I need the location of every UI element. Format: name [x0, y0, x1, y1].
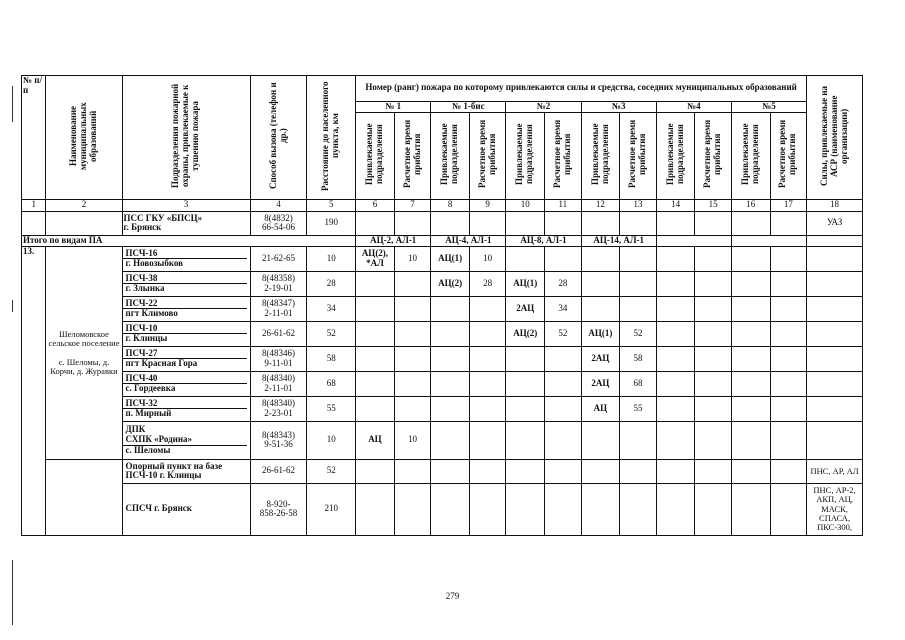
- empty-cell: [770, 459, 807, 483]
- header-rank-5: №5: [731, 101, 806, 112]
- arrival-time-cell: [545, 421, 582, 459]
- arrival-time-cell: [469, 421, 506, 459]
- empty-cell: [731, 346, 770, 371]
- header-sub-units: Привлекаемые подразделения: [581, 112, 620, 199]
- unit-name: ДПК СХПК «Родина»: [125, 424, 193, 444]
- header-no: № п/п: [22, 76, 46, 200]
- call-cell: 26-61-62: [250, 459, 307, 483]
- forces-cell: [807, 396, 863, 421]
- header-sub-time: Расчетное время прибытия: [770, 112, 807, 199]
- assigned-units-cell: 2АЦ: [581, 346, 620, 371]
- forces-cell: [807, 246, 863, 271]
- header-municipality: Наименование муниципальных образований: [46, 76, 122, 200]
- empty-cell: [356, 211, 395, 235]
- empty-cell: [731, 371, 770, 396]
- table-row: [22, 246, 863, 271]
- assigned-units-cell: [581, 296, 620, 321]
- empty-cell: [770, 346, 807, 371]
- call-cell: 8(48340) 2-23-01: [250, 396, 307, 421]
- distance-cell: 58: [307, 346, 356, 371]
- empty-cell: [46, 459, 122, 535]
- assigned-units-cell: АЦ(1): [581, 321, 620, 346]
- arrival-time-cell: [620, 459, 657, 483]
- assigned-units-cell: [356, 371, 395, 396]
- assigned-units-cell: [506, 421, 545, 459]
- empty-cell: [656, 459, 695, 483]
- unit-place: г. Новозыбков: [123, 258, 247, 269]
- empty-cell: [695, 321, 732, 346]
- col-number: 15: [695, 199, 732, 211]
- unit-name: ПСЧ-38: [125, 272, 158, 283]
- call-cell: 8(48346) 9-11-01: [250, 346, 307, 371]
- empty-cell: [22, 211, 46, 235]
- empty-cell: [506, 211, 545, 235]
- empty-cell: [620, 211, 657, 235]
- forces-cell: [807, 421, 863, 459]
- call-cell: 8(48358) 2-19-01: [250, 271, 307, 296]
- col-number: 12: [581, 199, 620, 211]
- header-sub-time: Расчетное время прибытия: [545, 112, 582, 199]
- empty-cell: [770, 271, 807, 296]
- arrival-time-cell: [394, 296, 431, 321]
- assigned-units-cell: [431, 321, 470, 346]
- col-number: 13: [620, 199, 657, 211]
- col-number: 10: [506, 199, 545, 211]
- header-rank-2: №2: [506, 101, 581, 112]
- fire-forces-table: [21, 75, 863, 536]
- empty-cell: [770, 396, 807, 421]
- assigned-units-cell: [356, 321, 395, 346]
- assigned-units-cell: АЦ: [356, 421, 395, 459]
- empty-cell: [695, 421, 732, 459]
- col-number: 16: [731, 199, 770, 211]
- arrival-time-cell: 28: [545, 271, 582, 296]
- empty-cell: [431, 211, 470, 235]
- unit-name: ПСЧ-32: [125, 397, 158, 408]
- empty-cell: [656, 421, 695, 459]
- call-cell: 8-920- 858-26-58: [250, 483, 307, 535]
- assigned-units-cell: [581, 246, 620, 271]
- distance-cell: 52: [307, 321, 356, 346]
- assigned-units-cell: [431, 421, 470, 459]
- empty-cell: [731, 421, 770, 459]
- header-sub-time: Расчетное время прибытия: [620, 112, 657, 199]
- assigned-units-cell: [506, 396, 545, 421]
- assigned-units-cell: [506, 246, 545, 271]
- arrival-time-cell: [545, 246, 582, 271]
- unit-cell: [122, 321, 250, 346]
- column-numbers-row: [22, 199, 863, 211]
- unit-place: г. Клинцы: [123, 333, 247, 344]
- unit-cell: [122, 421, 250, 459]
- arrival-time-cell: 52: [545, 321, 582, 346]
- empty-cell: [656, 296, 695, 321]
- col-number: 18: [807, 199, 863, 211]
- arrival-time-cell: [545, 483, 582, 535]
- table-row: [22, 459, 863, 483]
- call-cell: 26-61-62: [250, 321, 307, 346]
- arrival-time-cell: [620, 271, 657, 296]
- assigned-units-cell: [431, 396, 470, 421]
- table-row: [22, 421, 863, 459]
- unit-name: ПСЧ-16: [125, 247, 158, 258]
- empty-cell: [770, 296, 807, 321]
- unit-cell: [122, 371, 250, 396]
- arrival-time-cell: [394, 371, 431, 396]
- empty-cell: [770, 211, 807, 235]
- unit-place: г. Злынка: [123, 283, 247, 294]
- assigned-units-cell: [506, 483, 545, 535]
- empty-cell: [695, 346, 732, 371]
- call-cell: 8(48343) 9-51-36: [250, 421, 307, 459]
- distance-cell: 190: [307, 211, 356, 235]
- unit-name: СПСЧ г. Брянск: [125, 503, 192, 514]
- col-number: 11: [545, 199, 582, 211]
- empty-cell: [656, 483, 695, 535]
- header-rank-1: № 1: [356, 101, 431, 112]
- col-number: 6: [356, 199, 395, 211]
- arrival-time-cell: [469, 321, 506, 346]
- empty-cell: [731, 459, 770, 483]
- header-forces: Силы, привлекаемые на АСР (наименование организации): [807, 76, 863, 200]
- unit-name: ПСЧ-40: [125, 372, 158, 383]
- municipality-cell: Шеломовское сельское поселение с. Шеломы, д. Корчи, д. Журавки: [46, 246, 122, 459]
- assigned-units-cell: [431, 459, 470, 483]
- unit-cell: [122, 246, 250, 271]
- arrival-time-cell: [545, 396, 582, 421]
- empty-cell: [770, 421, 807, 459]
- header-unit: Подразделения пожарной охраны, привлекаемые к тушению пожара: [122, 76, 250, 200]
- arrival-time-cell: [545, 459, 582, 483]
- empty-cell: [770, 371, 807, 396]
- header-call: Способ вызова (телефон и др.): [250, 76, 307, 200]
- assigned-units-cell: [581, 421, 620, 459]
- distance-cell: 10: [307, 421, 356, 459]
- empty-cell: [656, 246, 695, 271]
- unit-cell: [122, 483, 250, 535]
- empty-cell: [807, 235, 863, 246]
- arrival-time-cell: [545, 346, 582, 371]
- call-cell: 21-62-65: [250, 246, 307, 271]
- assigned-units-cell: АЦ: [581, 396, 620, 421]
- total-rank-2: АЦ-8, АЛ-1: [506, 235, 581, 246]
- arrival-time-cell: [394, 396, 431, 421]
- assigned-units-cell: [431, 483, 470, 535]
- assigned-units-cell: [356, 396, 395, 421]
- assigned-units-cell: 2АЦ: [506, 296, 545, 321]
- empty-cell: [695, 396, 732, 421]
- unit-place: п. Мирный: [123, 408, 247, 419]
- call-cell: 8(48340) 2-11-01: [250, 371, 307, 396]
- col-number: 8: [431, 199, 470, 211]
- unit-place: пгт Красная Гора: [123, 358, 247, 369]
- assigned-units-cell: [356, 483, 395, 535]
- empty-cell: [695, 246, 732, 271]
- table-row: [22, 271, 863, 296]
- empty-cell: [770, 483, 807, 535]
- total-rank-1bis: АЦ-4, АЛ-1: [431, 235, 506, 246]
- col-number: 5: [307, 199, 356, 211]
- header-sub-time: Расчетное время прибытия: [695, 112, 732, 199]
- unit-cell: [122, 296, 250, 321]
- unit-place: с. Гордеевка: [123, 383, 247, 394]
- header-sub-units: Привлекаемые подразделения: [431, 112, 470, 199]
- distance-cell: 55: [307, 396, 356, 421]
- empty-cell: [656, 396, 695, 421]
- forces-cell: УАЗ: [807, 211, 863, 235]
- forces-cell: ПНС, АР-2, АКП, АЦ, МАСК, СПАСА, ПКС-300,: [807, 483, 863, 535]
- empty-cell: [656, 235, 731, 246]
- assigned-units-cell: [581, 271, 620, 296]
- col-number: 3: [122, 199, 250, 211]
- assigned-units-cell: 2АЦ: [581, 371, 620, 396]
- header-sub-time: Расчетное время прибытия: [394, 112, 431, 199]
- header-sub-units: Привлекаемые подразделения: [731, 112, 770, 199]
- empty-cell: [695, 271, 732, 296]
- forces-cell: [807, 296, 863, 321]
- empty-cell: [731, 211, 770, 235]
- empty-cell: [731, 246, 770, 271]
- total-rank-3: АЦ-14, АЛ-1: [581, 235, 656, 246]
- empty-cell: [695, 483, 732, 535]
- empty-cell: [656, 321, 695, 346]
- assigned-units-cell: [431, 296, 470, 321]
- empty-cell: [695, 459, 732, 483]
- arrival-time-cell: [469, 296, 506, 321]
- empty-cell: [731, 321, 770, 346]
- distance-cell: 210: [307, 483, 356, 535]
- col-number: 17: [770, 199, 807, 211]
- assigned-units-cell: [431, 371, 470, 396]
- unit-cell: ПСС ГКУ «БПСЦ» г. Брянск: [122, 211, 250, 235]
- col-number: 2: [46, 199, 122, 211]
- arrival-time-cell: [469, 371, 506, 396]
- empty-cell: [731, 235, 806, 246]
- empty-cell: [545, 211, 582, 235]
- arrival-time-cell: 52: [620, 321, 657, 346]
- empty-cell: [394, 211, 431, 235]
- assigned-units-cell: АЦ(2): [506, 321, 545, 346]
- arrival-time-cell: 10: [394, 246, 431, 271]
- table-row: [22, 346, 863, 371]
- call-cell: 8(48347) 2-11-01: [250, 296, 307, 321]
- call-cell: 8(4832) 66-54-06: [250, 211, 307, 235]
- assigned-units-cell: [356, 271, 395, 296]
- header-sub-time: Расчетное время прибытия: [469, 112, 506, 199]
- empty-cell: [656, 211, 695, 235]
- arrival-time-cell: [469, 459, 506, 483]
- unit-cell: [122, 271, 250, 296]
- assigned-units-cell: [506, 459, 545, 483]
- empty-cell: [695, 371, 732, 396]
- assigned-units-cell: [356, 459, 395, 483]
- empty-cell: [656, 271, 695, 296]
- header-distance: Расстояние до населенного пункта, км: [307, 76, 356, 200]
- col-number: 14: [656, 199, 695, 211]
- empty-cell: [770, 321, 807, 346]
- unit-cell: [122, 396, 250, 421]
- arrival-time-cell: [620, 421, 657, 459]
- empty-cell: [656, 346, 695, 371]
- forces-cell: ПНС, АР, АЛ: [807, 459, 863, 483]
- col-number: 7: [394, 199, 431, 211]
- empty-cell: [731, 296, 770, 321]
- arrival-time-cell: 28: [469, 271, 506, 296]
- arrival-time-cell: [394, 346, 431, 371]
- arrival-time-cell: [469, 346, 506, 371]
- empty-cell: [695, 296, 732, 321]
- table-row-total: [22, 235, 863, 246]
- header-rank-1bis: № 1-бис: [431, 101, 506, 112]
- assigned-units-cell: [581, 483, 620, 535]
- header-sub-units: Привлекаемые подразделения: [656, 112, 695, 199]
- left-margin-mark: [12, 300, 13, 312]
- forces-cell: [807, 271, 863, 296]
- header-sub-units: Привлекаемые подразделения: [356, 112, 395, 199]
- arrival-time-cell: 10: [394, 421, 431, 459]
- header-rank-group: Номер (ранг) пожара по которому привлекаются силы и средства, соседних муниципальных образований: [356, 76, 807, 102]
- col-number: 4: [250, 199, 307, 211]
- assigned-units-cell: [356, 346, 395, 371]
- table-row: [22, 483, 863, 535]
- unit-name: ПСЧ-10: [125, 322, 158, 333]
- arrival-time-cell: [394, 321, 431, 346]
- arrival-time-cell: 55: [620, 396, 657, 421]
- table-row: [22, 396, 863, 421]
- distance-cell: 68: [307, 371, 356, 396]
- arrival-time-cell: [620, 483, 657, 535]
- distance-cell: 52: [307, 459, 356, 483]
- col-number: 9: [469, 199, 506, 211]
- table-row: [22, 371, 863, 396]
- arrival-time-cell: 34: [545, 296, 582, 321]
- page-number: 279: [445, 591, 460, 601]
- arrival-time-cell: [394, 459, 431, 483]
- assigned-units-cell: [506, 371, 545, 396]
- unit-name: Опорный пункт на базе ПСЧ-10 г. Клинцы: [125, 460, 223, 481]
- distance-cell: 10: [307, 246, 356, 271]
- empty-cell: [770, 246, 807, 271]
- arrival-time-cell: 58: [620, 346, 657, 371]
- row-number-cell: 13.: [22, 246, 46, 535]
- table-row: [22, 321, 863, 346]
- empty-cell: [469, 211, 506, 235]
- header-sub-units: Привлекаемые подразделения: [506, 112, 545, 199]
- empty-cell: [656, 371, 695, 396]
- total-label: Итого по видам ПА: [22, 235, 356, 246]
- table-row: [22, 296, 863, 321]
- unit-name: ПСЧ-22: [125, 297, 158, 308]
- arrival-time-cell: [620, 296, 657, 321]
- empty-cell: [731, 483, 770, 535]
- assigned-units-cell: АЦ(1): [506, 271, 545, 296]
- assigned-units-cell: АЦ(1): [431, 246, 470, 271]
- table-row-pss: [22, 211, 863, 235]
- distance-cell: 28: [307, 271, 356, 296]
- unit-place: с. Шеломы: [123, 445, 247, 456]
- empty-cell: [731, 396, 770, 421]
- forces-cell: [807, 371, 863, 396]
- arrival-time-cell: 10: [469, 246, 506, 271]
- forces-cell: [807, 346, 863, 371]
- distance-cell: 34: [307, 296, 356, 321]
- arrival-time-cell: [394, 483, 431, 535]
- total-rank-1: АЦ-2, АЛ-1: [356, 235, 431, 246]
- col-number: 1: [22, 199, 46, 211]
- assigned-units-cell: [581, 459, 620, 483]
- arrival-time-cell: 68: [620, 371, 657, 396]
- forces-cell: [807, 321, 863, 346]
- header-rank-3: №3: [581, 101, 656, 112]
- unit-name: ПСЧ-27: [125, 347, 158, 358]
- empty-cell: [695, 211, 732, 235]
- empty-cell: [46, 211, 122, 235]
- empty-cell: [581, 211, 620, 235]
- left-margin-mark: [12, 86, 13, 122]
- unit-cell: [122, 459, 250, 483]
- empty-cell: [731, 271, 770, 296]
- assigned-units-cell: [506, 346, 545, 371]
- unit-place: пгт Климово: [123, 308, 247, 319]
- assigned-units-cell: [431, 346, 470, 371]
- header-rank-4: №4: [656, 101, 731, 112]
- assigned-units-cell: [356, 296, 395, 321]
- arrival-time-cell: [394, 271, 431, 296]
- assigned-units-cell: АЦ(2): [431, 271, 470, 296]
- assigned-units-cell: АЦ(2), *АЛ: [356, 246, 395, 271]
- arrival-time-cell: [545, 371, 582, 396]
- arrival-time-cell: [620, 246, 657, 271]
- arrival-time-cell: [469, 483, 506, 535]
- arrival-time-cell: [469, 396, 506, 421]
- unit-cell: [122, 346, 250, 371]
